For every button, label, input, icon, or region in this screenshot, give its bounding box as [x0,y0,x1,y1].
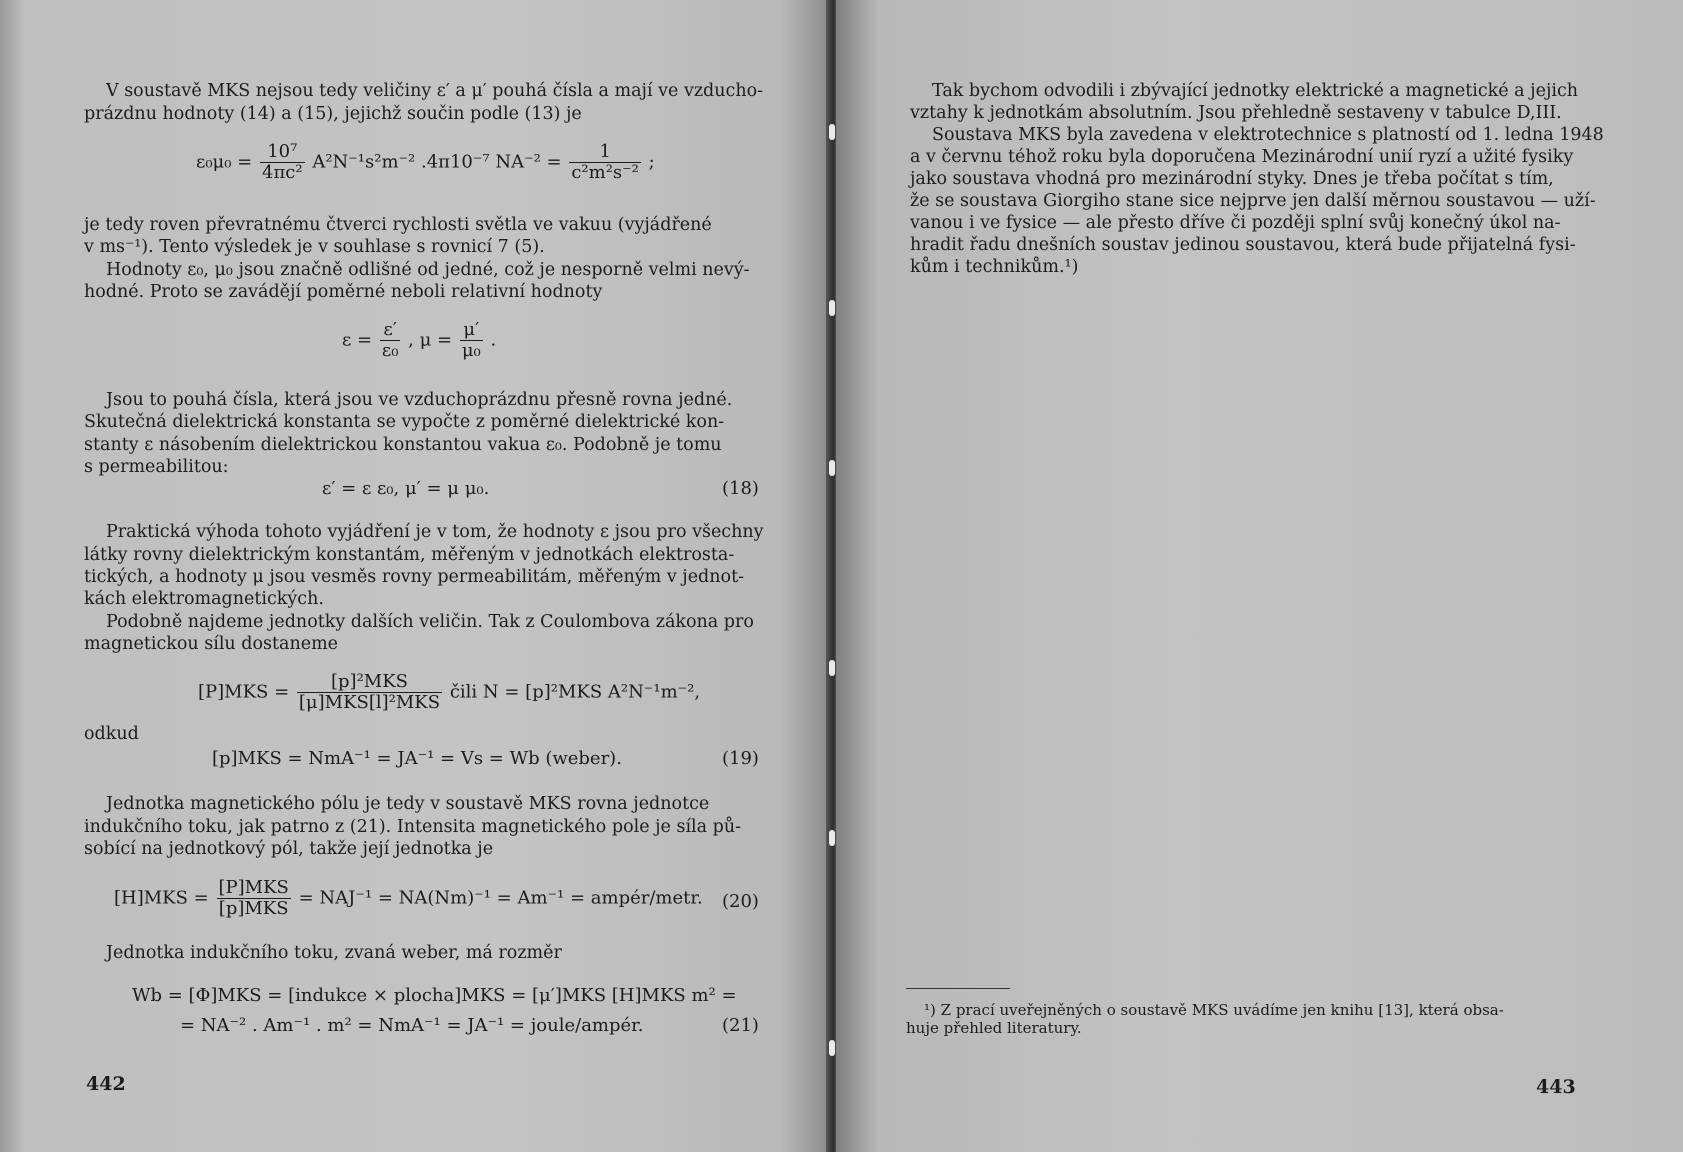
paragraph-line: že se soustava Giorgiho stane sice nejprve jen další měrnou soustavou — uží- [910,191,1596,211]
paragraph-line: Tak bychom odvodili i zbývající jednotky elektrické a magnetické a jejich [932,81,1579,101]
fraction-denominator: [p]MKS [218,898,289,919]
paragraph-line: Jsou to pouhá čísla, která jsou ve vzduchoprázdnu přesně rovna jedné. [106,390,733,410]
footnote-line: ¹) Z prací uveřejněných o soustavě MKS uvádíme jen knihu [13], která obsa- [924,1001,1504,1019]
right-page [836,0,1683,1152]
fraction-numerator: 10⁷ [260,142,305,163]
binding-stitch [829,830,835,846]
equation-21-line2: = NA⁻² . Am⁻¹ . m² = NmA⁻¹ = JA⁻¹ = joule/ampér. [180,1015,644,1036]
fraction-numerator: ε′ [380,320,401,341]
page-number: 442 [86,1073,126,1095]
paragraph-line: hradit řadu dnešních soustav jedinou soustavou, která bude přijatelná fysi- [910,235,1576,255]
fraction-denominator: c²m²s⁻² [571,162,639,183]
paragraph-line: kům i technikům.¹) [910,257,1079,277]
paragraph-line: Praktická výhoda tohoto vyjádření je v tom, že hodnoty ε jsou pro všechny [106,522,764,542]
binding-stitch [829,1040,835,1056]
paragraph-line: prázdnu hodnoty (14) a (15), jejichž součin podle (13) je [84,104,582,124]
paragraph-line: a v červnu téhož roku byla doporučena Mezinárodní unií ryzí a užité fysiky [910,147,1574,167]
fraction [380,320,401,361]
fraction-denominator: [μ]MKS[l]²MKS [298,692,441,713]
paragraph-line: jako soustava vhodná pro mezinárodní styky. Dnes je třeba počítat s tím, [910,169,1554,189]
paragraph-line: s permeabilitou: [84,457,229,477]
paragraph-line: Podobně najdeme jednotky dalších veličin. Tak z Coulombova zákona pro [106,612,754,632]
eq-text: A²N⁻¹s²m⁻² .4π10⁻⁷ NA⁻² = [312,151,562,173]
fraction [569,142,641,183]
fraction [260,142,305,183]
fraction-numerator: [p]²MKS [297,672,442,693]
paragraph-line: tických, a hodnoty μ jsou vesměs rovny permeabilitám, měřeným v jednot- [84,567,745,587]
eq-text: [H]MKS = [114,887,209,909]
paragraph-line: indukčního toku, jak patrno z (21). Intensita magnetického pole je síla pů- [84,817,742,837]
fraction-denominator: ε₀ [381,340,399,361]
fraction-numerator: 1 [569,142,641,163]
equation-relative [342,320,496,361]
fraction [460,320,483,361]
footnote-line: huje přehled literatury. [906,1019,1082,1037]
equation-number: (21) [722,1015,759,1036]
paragraph-line: je tedy roven převratnému čtverci rychlosti světla ve vakuu (vyjádřené [84,215,712,235]
binding-stitch [829,460,835,476]
paragraph-line: Skutečná dielektrická konstanta se vypočte z poměrné dielektrické kon- [84,412,725,432]
paragraph-line: odkud [84,724,139,744]
paragraph-line: Jednotka magnetického pólu je tedy v soustavě MKS rovna jednotce [106,794,710,814]
equation-eps-mu [196,142,655,183]
paragraph-line: vanou i ve fysice — ale přesto dříve či později splní svůj konečný úkol na- [910,213,1561,233]
equation-number: (18) [722,478,759,499]
binding-stitch [829,300,835,316]
paragraph-line: vztahy k jednotkám absolutním. Jsou přehledně sestaveny v tabulce D,III. [910,103,1562,123]
paragraph-line: Jednotka indukčního toku, zvaná weber, má rozměr [106,943,562,963]
paragraph-line: V soustavě MKS nejsou tedy veličiny ε′ a μ′ pouhá čísla a mají ve vzducho- [106,81,764,101]
footnote-rule [906,988,1010,989]
eq-text: ; [648,151,655,173]
binding-stitch [829,124,835,140]
equation-19: [p]MKS = NmA⁻¹ = JA⁻¹ = Vs = Wb (weber). [212,748,622,769]
equation-21-line1: Wb = [Φ]MKS = [indukce × plocha]MKS = [μ′]MKS [H]MKS m² = [132,985,737,1006]
fraction [217,878,291,919]
equation-20 [114,878,703,919]
paragraph-line: sobící na jednotkový pól, takže její jednotka je [84,839,494,859]
fraction [297,672,442,713]
equation-number: (20) [722,891,759,912]
eq-text: ε₀μ₀ = [196,151,253,173]
paragraph-line: látky rovny dielektrickým konstantám, měřeným v jednotkách elektrosta- [84,545,735,565]
paragraph-line: stanty ε násobením dielektrickou konstantou vakua ε₀. Podobně je tomu [84,435,722,455]
paragraph-line: Soustava MKS byla zavedena v elektrotechnice s platností od 1. ledna 1948 [932,125,1604,145]
fraction-numerator: μ′ [460,320,483,341]
fraction-denominator: 4πc² [262,162,303,183]
equation-number: (19) [722,748,759,769]
eq-text: . [490,329,497,351]
eq-text: , μ = [408,329,453,351]
paragraph-line: v ms⁻¹). Tento výsledek je v souhlase s rovnicí 7 (5). [84,237,545,257]
page-number: 443 [1536,1076,1576,1098]
paragraph-line: Hodnoty ε₀, μ₀ jsou značně odlišné od jedné, což je nesporně velmi nevý- [106,260,750,280]
eq-text: [P]MKS = [198,681,290,703]
eq-text: = NAJ⁻¹ = NA(Nm)⁻¹ = Am⁻¹ = ampér/metr. [298,887,703,909]
equation-18: ε′ = ε ε₀, μ′ = μ μ₀. [322,478,490,499]
eq-text: čili N = [p]²MKS A²N⁻¹m⁻², [449,681,701,703]
fraction-numerator: [P]MKS [218,877,289,898]
binding-stitch [829,660,835,676]
paragraph-line: hodné. Proto se zavádějí poměrné neboli relativní hodnoty [84,282,603,302]
left-page [0,0,830,1152]
fraction-denominator: μ₀ [461,340,481,361]
equation-force [198,672,700,713]
eq-text: ε = [342,329,373,351]
paragraph-line: magnetickou sílu dostaneme [84,634,339,654]
paragraph-line: kách elektromagnetických. [84,589,324,609]
